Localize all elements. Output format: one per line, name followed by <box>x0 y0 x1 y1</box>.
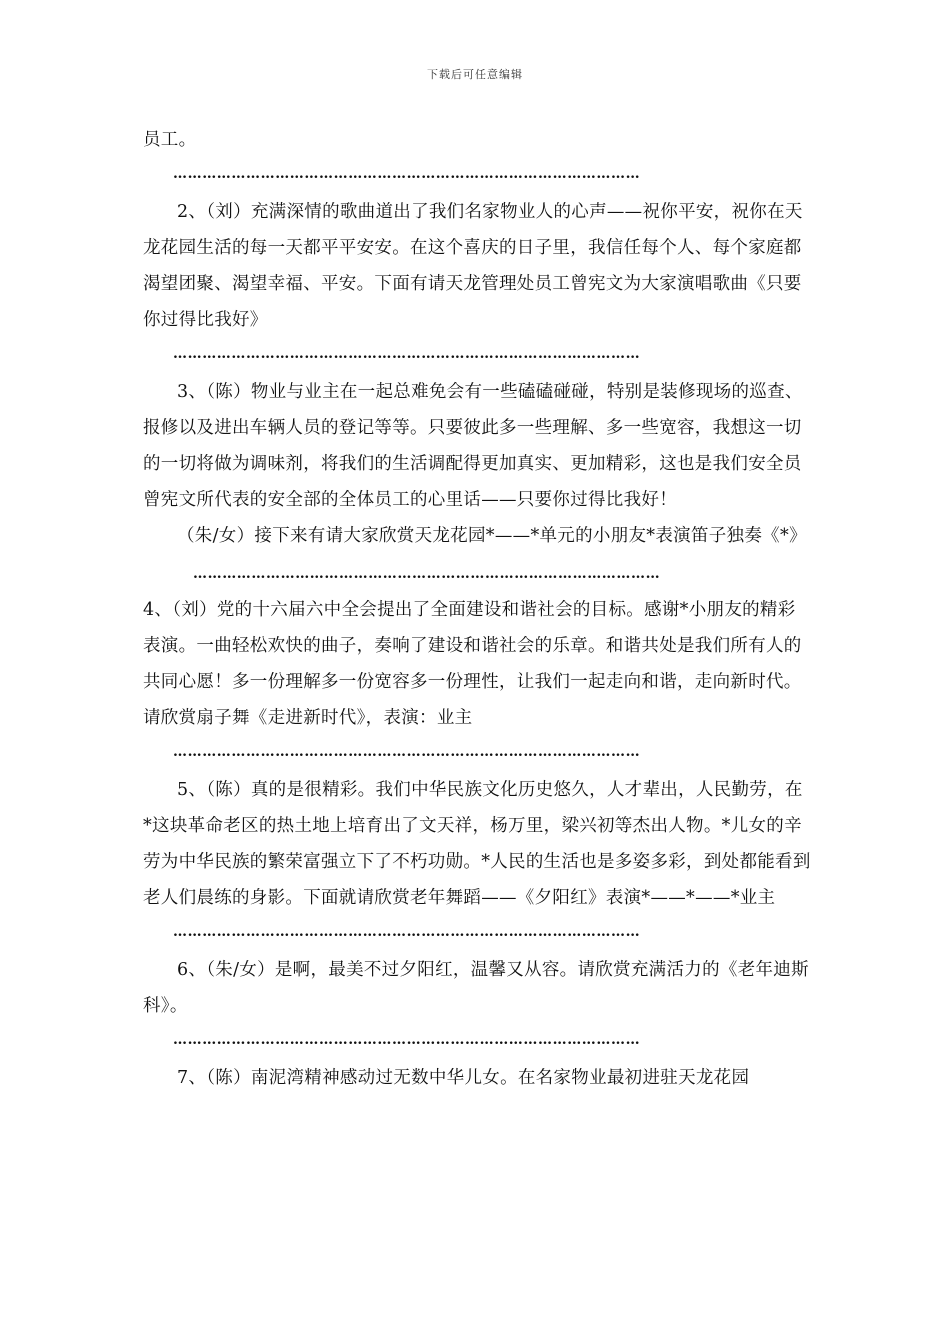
dotted-separator: …………………………………………………………………………………… <box>173 924 641 940</box>
dotted-separator: …………………………………………………………………………………… <box>173 346 641 362</box>
document-body <box>143 122 811 1096</box>
paragraph-item-5: 5、（陈）真的是很精彩。我们中华民族文化历史悠久，人才辈出，人民勤劳，在*这块革命老区的热土地上培育出了文天祥，杨万里，梁兴初等杰出人物。*儿女的辛劳为中华民族的繁荣富强立下了不朽功勋。*人民的生活也是多姿多彩，到处都能看到老人们晨练的身影。下面就请欣赏老年舞蹈——《夕阳红》表演*——*——*业主 <box>143 780 811 908</box>
paragraph-continuation: 员工。 <box>143 130 197 150</box>
paragraph-item-4: 4、（刘）党的十六届六中全会提出了全面建设和谐社会的目标。感谢*小朋友的精彩表演。一曲轻松欢快的曲子，奏响了建设和谐社会的乐章。和谐共处是我们所有人的共同心愿！多一份理解多一份宽容多一份理性，让我们一起走向和谐，走向新时代。请欣赏扇子舞《走进新时代》，表演：业主 <box>143 600 802 728</box>
paragraph-item-2: 2、（刘）充满深情的歌曲道出了我们名家物业人的心声——祝你平安，祝你在天龙花园生活的每一天都平平安安。在这个喜庆的日子里，我信任每个人、每个家庭都渴望团聚、渴望幸福、平安。下面有请天龙管理处员工曾宪文为大家演唱歌曲《只要你过得比我好》 <box>143 202 803 330</box>
dotted-separator: …………………………………………………………………………………… <box>193 566 661 582</box>
paragraph-item-3-host: （朱/女）接下来有请大家欣赏天龙花园*——*单元的小朋友*表演笛子独奏《*》 <box>177 526 807 546</box>
page-header: 下载后可任意编辑 <box>427 68 523 81</box>
dotted-separator: …………………………………………………………………………………… <box>173 744 641 760</box>
paragraph-item-7: 7、（陈）南泥湾精神感动过无数中华儿女。在名家物业最初进驻天龙花园 <box>177 1068 750 1088</box>
paragraph-item-3: 3、（陈）物业与业主在一起总难免会有一些磕磕碰碰，特别是装修现场的巡查、报修以及进出车辆人员的登记等等。只要彼此多一些理解、多一些宽容，我想这一切的一切将做为调味剂，将我们的生活调配得更加真实、更加精彩，这也是我们安全员曾宪文所代表的安全部的全体员工的心里话——只要你过得比我好！ <box>143 382 803 510</box>
dotted-separator: …………………………………………………………………………………… <box>173 166 641 182</box>
paragraph-item-6: 6、（朱/女）是啊，最美不过夕阳红，温馨又从容。请欣赏充满活力的《老年迪斯科》。 <box>143 960 809 1016</box>
dotted-separator: …………………………………………………………………………………… <box>173 1032 641 1048</box>
